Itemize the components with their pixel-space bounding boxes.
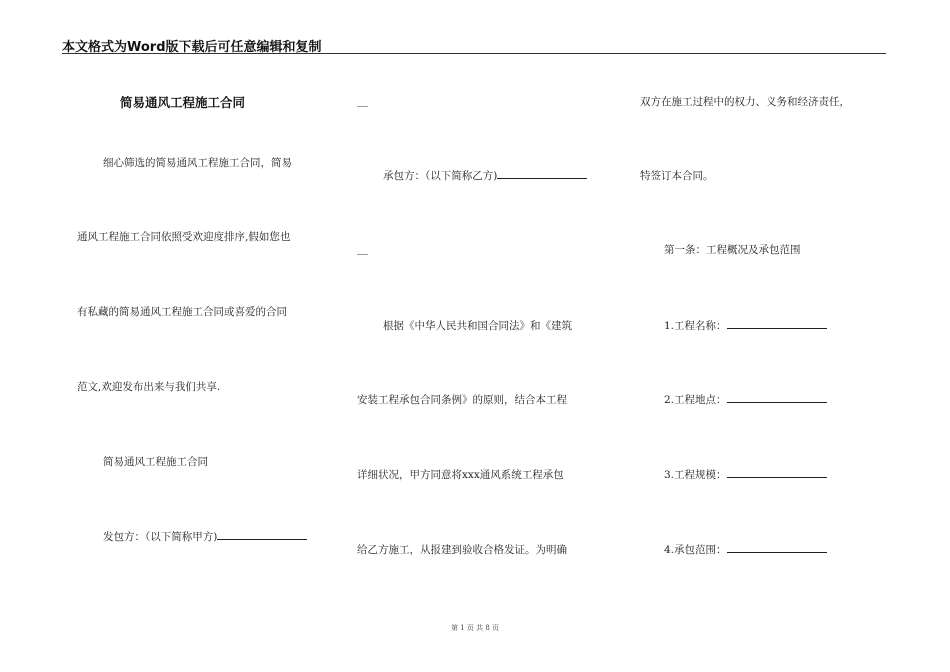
col1-line-3: 有私藏的简易通风工程施工合同或喜爱的合同 — [77, 306, 287, 318]
col1-line-4: 范文,欢迎发布出来与我们共享. — [77, 381, 221, 393]
employer-label: 发包方：（以下简称甲方) — [103, 531, 218, 543]
header-divider — [62, 53, 886, 54]
col3-line-2: 特签订本合同。 — [640, 170, 714, 182]
col1-line-1: 细心筛选的简易通风工程施工合同，简易 — [103, 157, 292, 169]
col2-dash-1: __ — [357, 94, 368, 107]
contractor-label: 承包方：（以下简称乙方) — [383, 170, 498, 182]
col2-line-4: 详细状况，甲方同意将xxx通风系统工程承包 — [357, 469, 564, 481]
col3-line-5 — [664, 392, 827, 407]
col2-line-3: 安装工程承包合同条例》的原则，结合本工程 — [357, 394, 567, 406]
col3-line-1: 双方在施工过程中的权力、义务和经济责任， — [640, 96, 850, 108]
col3-line-4 — [664, 318, 827, 333]
contract-scope-blank — [727, 542, 827, 553]
document-title: 简易通风工程施工合同 — [120, 95, 246, 110]
col2-line-5: 给乙方施工，从报建到验收合格发证。为明确 — [357, 544, 567, 556]
col2-line-1 — [383, 168, 587, 183]
col1-line-6 — [103, 529, 307, 544]
project-scale-label: 3.工程规模： — [664, 469, 727, 481]
contractor-blank — [497, 168, 587, 179]
col1-line-2: 通风工程施工合同依照受欢迎度排序,假如您也 — [77, 231, 291, 243]
col3-line-6 — [664, 467, 827, 482]
document-header: 本文格式为Word版下载后可任意编辑和复制 — [62, 40, 322, 55]
col2-dash-2: __ — [357, 242, 368, 255]
project-scale-blank — [727, 467, 827, 478]
contract-scope-label: 4.承包范围： — [664, 544, 727, 556]
project-name-blank — [727, 318, 827, 329]
employer-blank — [217, 529, 307, 540]
project-location-label: 2.工程地点： — [664, 394, 727, 406]
col3-line-3: 第一条：工程概况及承包范围 — [664, 244, 801, 256]
page-number: 第 1 页 共 8 页 — [450, 624, 500, 632]
col1-line-5: 简易通风工程施工合同 — [103, 456, 208, 468]
col3-line-7 — [664, 542, 827, 557]
project-location-blank — [727, 392, 827, 403]
col2-line-2: 根据《中华人民共和国合同法》和《建筑 — [383, 320, 572, 332]
project-name-label: 1.工程名称： — [664, 320, 727, 332]
